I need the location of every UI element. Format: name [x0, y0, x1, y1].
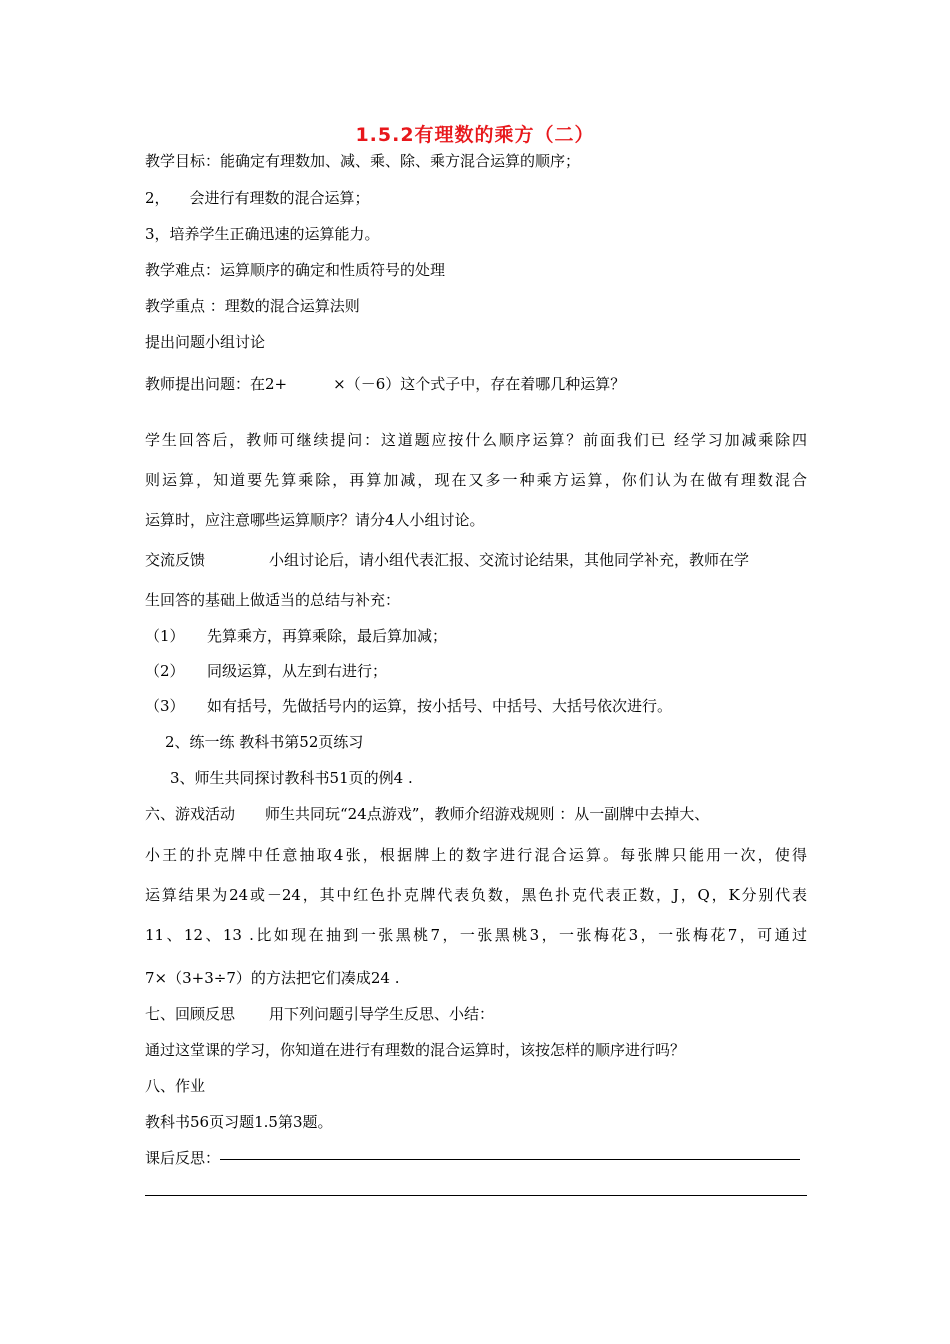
question-b: ×（－6）这个式子中，存在着哪几种运算？ [333, 375, 626, 393]
discussion-heading: 提出问题小组讨论 [145, 333, 266, 351]
goal-3: 3，培养学生正确迅速的运算能力。 [145, 225, 380, 243]
rule-2-text: 同级运算，从左到右进行； [207, 662, 388, 680]
rule-2 [145, 661, 387, 681]
para1-line-1: 学生回答后，教师可继续提问：这道题应按什么顺序运算？前面我们已 经学习加减乘除四 [145, 431, 807, 449]
exchange-line-2: 生回答的基础上做适当的总结与补充： [145, 591, 401, 609]
game-line-5: 7×（3+3÷7）的方法把它们凑成24 . [145, 969, 400, 987]
exchange-label: 交流反馈 [145, 551, 206, 569]
para1-line-3: 运算时，应注意哪些运算顺序？请分4人小组讨论。 [145, 511, 485, 529]
goal-1: 能确定有理数加、减、乘、除、乘方混合运算的顺序； [220, 152, 581, 170]
example: 3、师生共同探讨教科书51页的例4 . [170, 769, 413, 787]
difficulty: 教学难点：运算顺序的确定和性质符号的处理 [145, 261, 446, 279]
game-label: 六、游戏活动 [145, 805, 236, 823]
exchange-line-1 [145, 550, 807, 570]
goal-2-line [145, 188, 370, 208]
rule-1 [145, 626, 447, 646]
homework-text: 教科书56页习题1.5第3题。 [145, 1113, 333, 1131]
question-a: 教师提出问题：在2+ [145, 375, 288, 393]
goal-line [145, 151, 580, 171]
key-point: 教学重点 ：理数的混合运算法则 [145, 297, 360, 315]
review-text: 用下列问题引导学生反思、小结： [269, 1005, 495, 1023]
reflection-label: 课后反思： [145, 1149, 221, 1167]
page-title: 1.5.2有理数的乘方（二） [355, 124, 595, 146]
rule-2-num: （2） [145, 662, 185, 680]
rule-3-num: （3） [145, 697, 185, 715]
game-line-4: 11、12、13 .比如现在抽到一张黑桃7，一张黑桃3，一张梅花3，一张梅花7，可通过 [145, 926, 807, 944]
practice: 2、练一练 教科书第52页练习 [165, 733, 364, 751]
review-question: 通过这堂课的学习，你知道在进行有理数的混合运算时，该按怎样的顺序进行吗？ [145, 1041, 686, 1059]
rule-1-num: （1） [145, 627, 185, 645]
game-line-1 [145, 804, 807, 824]
homework-heading: 八、作业 [145, 1077, 206, 1095]
review-line [145, 1004, 494, 1024]
rule-3-text: 如有括号，先做括号内的运算，按小括号、中括号、大括号依次进行。 [207, 697, 673, 715]
reflection-rule-1 [220, 1159, 800, 1160]
game-line-2: 小王的扑克牌中任意抽取4张，根据牌上的数字进行混合运算。每张牌只能用一次，使得 [145, 846, 807, 864]
rule-1-text: 先算乘方，再算乘除，最后算加减； [207, 627, 448, 645]
game-line-3: 运算结果为24或－24，其中红色扑克牌代表负数，黑色扑克代表正数，J，Q，K分别代表 [145, 886, 807, 904]
exchange-text-1: 小组讨论后，请小组代表汇报、交流讨论结果，其他同学补充，教师在学 [269, 551, 750, 569]
review-label: 七、回顾反思 [145, 1005, 236, 1023]
reflection-line-2 [145, 1184, 807, 1204]
game-text-1: 师生共同玩“24点游戏”，教师介绍游戏规则 ：从一副牌中去掉大、 [265, 805, 710, 823]
para1-line-2: 则运算，知道要先算乘除，再算加减，现在又多一种乘方运算，你们认为在做有理数混合 [145, 471, 807, 489]
goal-label: 教学目标： [145, 152, 221, 170]
question-line [145, 374, 625, 394]
rule-3 [145, 696, 672, 716]
goal-2: 会进行有理数的混合运算； [189, 189, 370, 207]
reflection-rule-2 [145, 1195, 807, 1196]
reflection-line-1 [145, 1148, 807, 1168]
goal-2-num: 2， [145, 189, 170, 207]
